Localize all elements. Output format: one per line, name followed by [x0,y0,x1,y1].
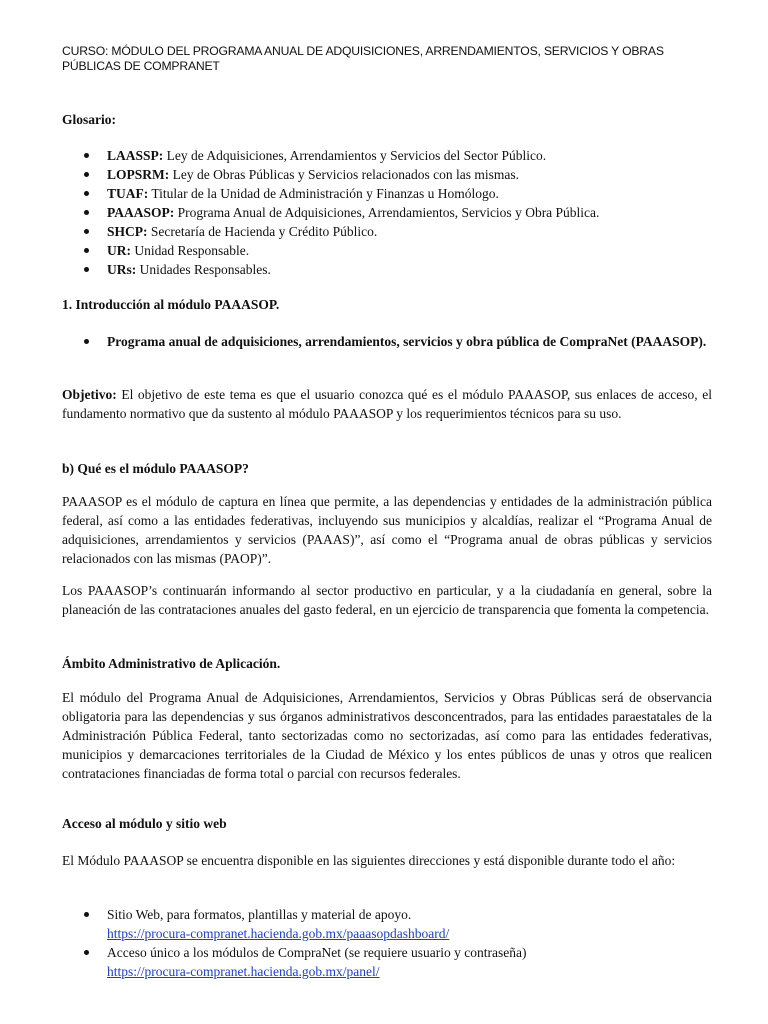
bullet-icon [84,950,89,955]
glossary-item: PAAASOP: Programa Anual de Adquisiciones, Arrendamientos, Servicios y Obra Pública. [62,203,712,222]
what-is-heading: b) Qué es el módulo PAAASOP? [62,461,249,476]
intro-list [62,332,712,351]
access-intro: El Módulo PAAASOP se encuentra disponible en las siguientes direcciones y está disponible durante todo el año: [62,853,676,868]
intro-bullet: Programa anual de adquisiciones, arrendamientos, servicios y obra pública de CompraNet (PAAASOP). [62,332,712,351]
intro-heading: 1. Introducción al módulo PAAASOP. [62,297,280,312]
course-header: CURSO: MÓDULO DEL PROGRAMA ANUAL DE ADQUISICIONES, ARRENDAMIENTOS, SERVICIOS Y OBRAS PÚBLICAS DE COMPRANET [62,44,664,73]
glossary-item: URs: Unidades Responsables. [62,260,712,279]
panel-link[interactable]: https://procura-compranet.hacienda.gob.mx/panel/ [107,964,380,979]
glossary-item: TUAF: Titular de la Unidad de Administración y Finanzas u Homólogo. [62,184,712,203]
glossary-title: Glosario: [62,112,116,127]
bullet-icon [84,912,89,917]
scope-paragraph: El módulo del Programa Anual de Adquisiciones, Arrendamientos, Servicios y Obras Públicas será de observancia obligatoria para las dependencias y sus órganos administrativos desconcentrados, para las entidades paraestatales de la Administración Pública Federal, tanto sectorizadas como no sectorizadas, así como para las entidades federativas, municipios y demarcaciones territoriales de la Ciudad de México y los entes públicos de unas y otros que realicen contrataciones financiadas de forma total o parcial con recursos federales. [62,690,712,781]
glossary-item: UR: Unidad Responsable. [62,241,712,260]
access-links-list [62,905,712,981]
access-link-item [62,905,712,943]
bullet-icon [84,191,89,196]
continuity-paragraph: Los PAAASOP’s continuarán informando al sector productivo en particular, y a la ciudadanía en general, sobre la planeación de las contrataciones anuales del gasto federal, en un ejercicio de transparencia que fomenta la competencia. [62,583,712,617]
bullet-icon [84,339,89,344]
access-link-item [62,943,712,981]
access-link-label: Acceso único a los módulos de CompraNet (se requiere usuario y contraseña) [107,945,527,960]
glossary-item: LAASSP: Ley de Adquisiciones, Arrendamientos y Servicios del Sector Público. [62,146,712,165]
bullet-icon [84,153,89,158]
glossary-list [62,146,712,279]
dashboard-link[interactable]: https://procura-compranet.hacienda.gob.mx/paaasopdashboard/ [107,926,450,941]
access-heading: Acceso al módulo y sitio web [62,816,227,831]
bullet-icon [84,229,89,234]
access-link-label: Sitio Web, para formatos, plantillas y material de apoyo. [107,907,412,922]
what-is-paragraph: PAAASOP es el módulo de captura en línea que permite, a las dependencias y entidades de la administración pública federal, así como a las entidades federativas, incluyendo sus municipios y alcaldías, realizar el “Programa Anual de adquisiciones, arrendamientos y servicios (PAAAS)”, así como el “Programa anual de obras públicas y servicios relacionados con las mismas (PAOP)”. [62,494,712,566]
objective-paragraph: Objetivo: El objetivo de este tema es que el usuario conozca qué es el módulo PAAASOP, sus enlaces de acceso, el fundamento normativo que da sustento al módulo PAAASOP y los requerimientos técnicos para su uso. [62,387,712,421]
bullet-icon [84,248,89,253]
glossary-item: SHCP: Secretaría de Hacienda y Crédito Público. [62,222,712,241]
bullet-icon [84,267,89,272]
bullet-icon [84,172,89,177]
glossary-item: LOPSRM: Ley de Obras Públicas y Servicios relacionados con las mismas. [62,165,712,184]
bullet-icon [84,210,89,215]
scope-heading: Ámbito Administrativo de Aplicación. [62,656,281,671]
